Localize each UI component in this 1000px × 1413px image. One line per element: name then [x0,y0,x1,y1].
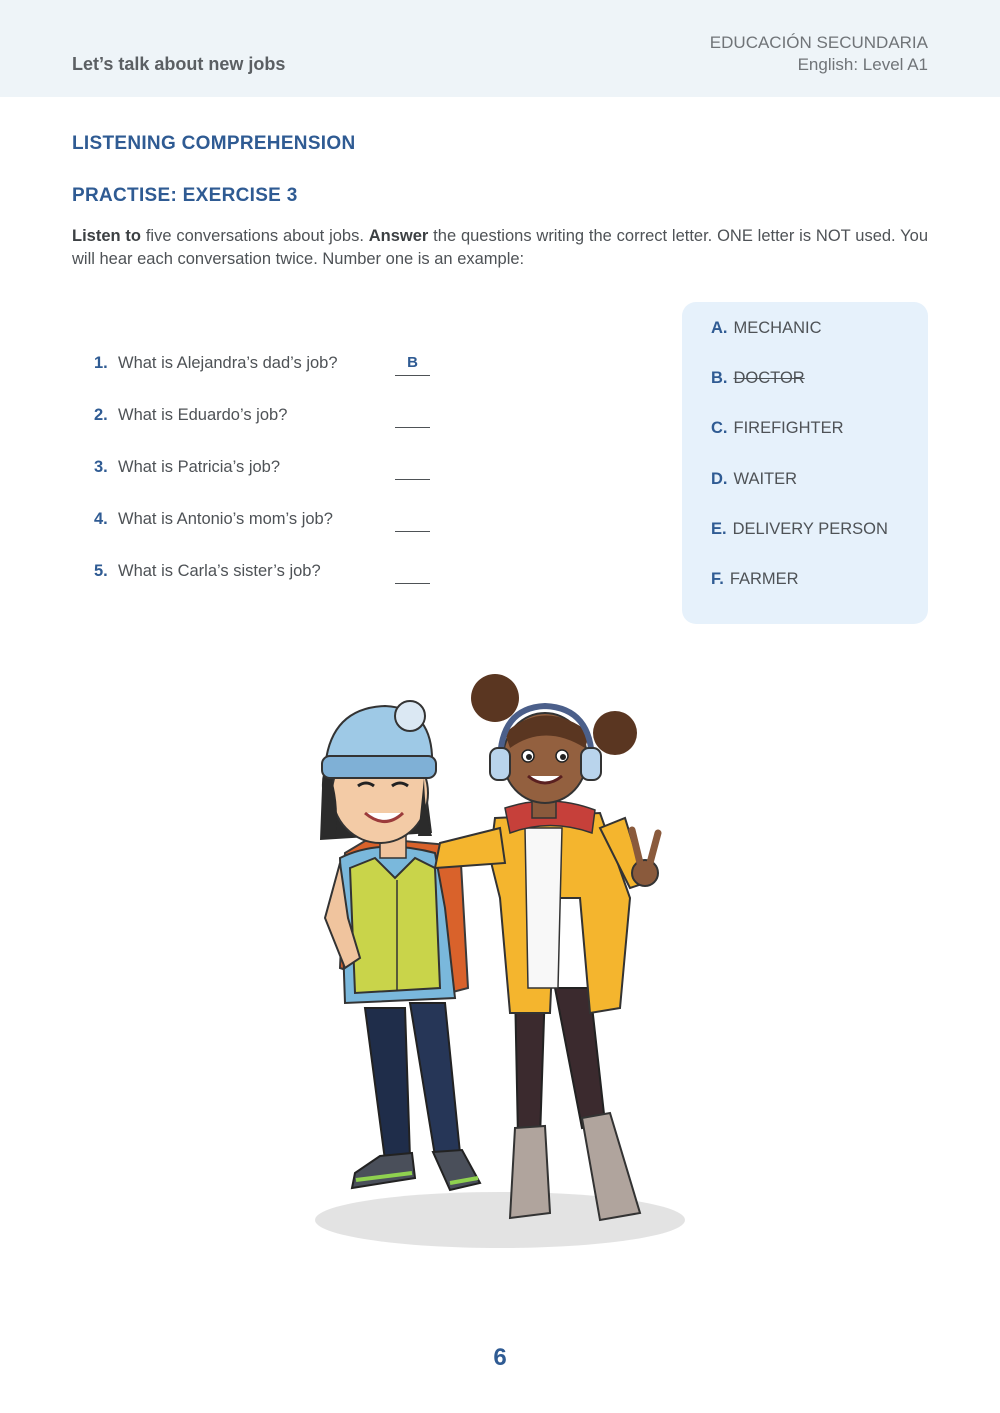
question-row [94,510,454,562]
answer-blank[interactable]: B [395,354,430,376]
instructions-text-2: the questions writing the correct letter. ONE letter is NOT used. You will hear each conversation twice. Number one is an example: [72,227,929,268]
question-number: 4. [94,510,108,528]
option-label: FIREFIGHTER [733,419,844,437]
two-students-illustration [300,668,710,1268]
instructions-text-1: five conversations about jobs. [141,227,369,245]
question-text: What is Carla’s sister’s job? [118,562,321,580]
option-letter: F. [711,570,724,588]
option-letter: D. [711,470,728,488]
option-label: WAITER [733,470,798,488]
question-row [94,458,454,510]
option-letter: E. [711,520,727,538]
instructions [72,225,928,271]
option-a [711,319,822,338]
section-title: LISTENING COMPREHENSION [72,133,356,154]
question-number: 2. [94,406,108,424]
option-letter: C. [711,419,728,437]
page-number: 6 [493,1344,507,1371]
option-letter: A. [711,319,728,337]
question-row [94,354,454,406]
answer-blank[interactable] [395,510,430,532]
instructions-bold-1: Listen to [72,227,141,245]
answer-blank[interactable] [395,458,430,480]
exercise-title: PRACTISE: EXERCISE 3 [72,185,298,206]
question-row [94,406,454,458]
answer-options-box [682,302,928,624]
page-header [0,0,1000,97]
option-f [711,570,799,589]
option-e [711,520,888,539]
question-list [94,354,454,614]
option-c [711,419,844,438]
question-text: What is Antonio’s mom’s job? [118,510,333,528]
option-label-crossed-out: DOCTOR [733,369,805,387]
girl-with-headphones [435,674,658,1220]
option-label: MECHANIC [733,319,822,337]
option-letter: B. [711,369,728,387]
answer-blank[interactable] [395,562,430,584]
question-number: 1. [94,354,108,372]
instructions-bold-2: Answer [368,227,429,245]
course-level-line1: EDUCACIÓN SECUNDARIA [709,33,928,52]
option-label: FARMER [729,570,799,588]
option-label: DELIVERY PERSON [732,520,888,538]
course-level-line2: English: Level A1 [797,55,928,74]
question-row [94,562,454,614]
worksheet-title: Let’s talk about new jobs [72,54,286,74]
option-b [711,369,805,388]
course-level [710,32,928,76]
question-text: What is Alejandra’s dad’s job? [118,354,338,372]
question-number: 5. [94,562,108,580]
answer-blank[interactable] [395,406,430,428]
question-text: What is Patricia’s job? [118,458,281,476]
option-d [711,470,797,489]
question-number: 3. [94,458,108,476]
question-text: What is Eduardo’s job? [118,406,288,424]
girl-with-beanie [320,701,480,1190]
